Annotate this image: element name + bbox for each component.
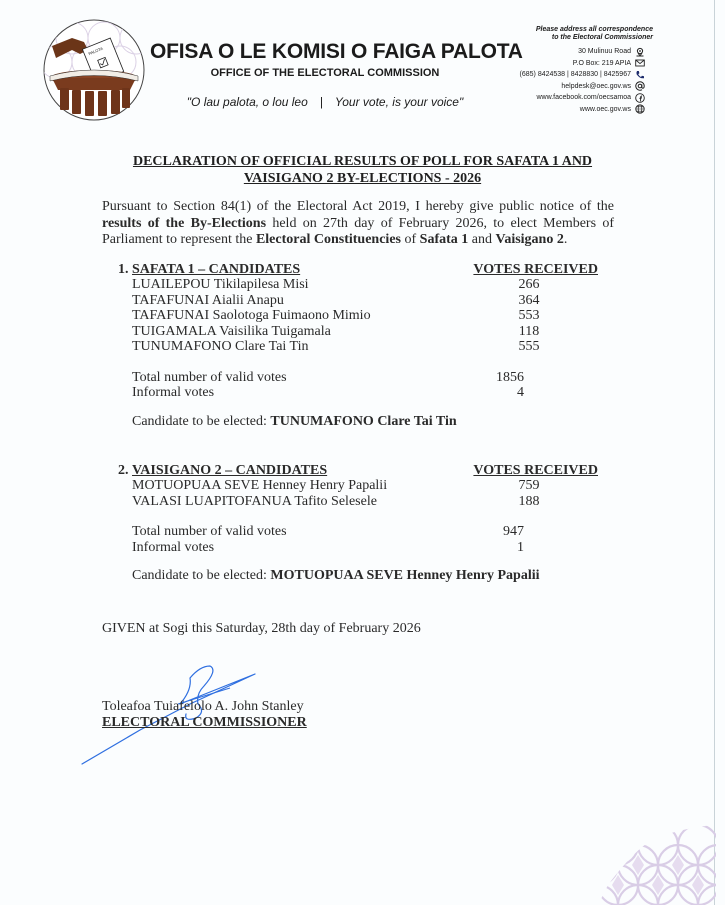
document-heading [80, 153, 645, 187]
total-valid-votes-row [132, 370, 598, 386]
envelope-icon [635, 58, 645, 68]
candidate-name: TUNUMAFONO Clare Tai Tin [132, 339, 309, 354]
elected-name: MOTUOPUAA SEVE Henney Henry Papalii [270, 568, 540, 583]
section-header [118, 262, 598, 277]
elected-name: TUNUMAFONO Clare Tai Tin [270, 413, 457, 429]
candidate-votes: 553 [518, 308, 540, 323]
intro-text: held on 27th day of February 2026, to elect Members of Parliament to represent the [102, 215, 614, 247]
candidate-name: LUAILEPOU Tikilapilesa Misi [132, 277, 309, 292]
total-valid-votes-label: Total number of valid votes [132, 369, 287, 385]
candidate-row [132, 339, 598, 355]
intro-bold-safata: Safata 1 [419, 232, 469, 247]
informal-votes-value: 1 [517, 539, 524, 555]
total-valid-votes-value: 1856 [496, 369, 524, 385]
correspondence-note-line1: Please address all correspondence [535, 26, 653, 33]
votes-received-header: VOTES RECEIVED [473, 262, 598, 277]
signer-role: ELECTORAL COMMISSIONER [102, 715, 307, 730]
intro-text: of [400, 232, 420, 247]
elected-candidate [132, 568, 598, 584]
signer-name: Toleafoa Tuiafelolo A. John Stanley [102, 699, 304, 714]
candidate-row [132, 324, 598, 340]
at-sign-icon [635, 81, 645, 91]
motto-separator: | [319, 95, 323, 109]
intro-text: Pursuant to Section 84(1) of the Electoral Act 2019, I hereby give public notice of the [102, 199, 614, 214]
page-edge-line [714, 0, 715, 905]
informal-votes-row [132, 540, 598, 556]
decorative-pattern [598, 815, 716, 905]
candidate-name: TAFAFUNAI Aialii Anapu [132, 292, 284, 308]
contact-email[interactable] [445, 81, 645, 93]
informal-votes-label: Informal votes [132, 385, 215, 400]
elected-label: Candidate to be elected: [132, 413, 271, 429]
section-title: SAFATA 1 – CANDIDATES [132, 262, 301, 277]
contact-address [445, 46, 645, 58]
contact-block [445, 26, 653, 115]
elected-candidate [132, 414, 598, 430]
candidate-votes: 364 [518, 292, 540, 308]
candidate-row [132, 308, 598, 324]
candidate-row [132, 494, 598, 510]
total-valid-votes-label: Total number of valid votes [132, 524, 287, 539]
intro-bold-results: results of the By-Elections [102, 215, 267, 231]
total-valid-votes-row [132, 524, 598, 540]
section-header [118, 463, 598, 478]
contact-facebook[interactable] [445, 92, 645, 104]
globe-icon [635, 104, 645, 114]
facebook-icon [635, 93, 645, 103]
intro-bold-vaisigano: Vaisigano 2 [495, 232, 564, 247]
po-box-text: P.O Box: 219 APIA [572, 59, 631, 67]
candidate-name: VALASI LUAPITOFANUA Tafito Selesele [132, 493, 377, 509]
correspondence-note-line2: to the Electoral Commissioner [551, 34, 653, 41]
intro-bold-constituencies: Electoral Constituencies [255, 232, 401, 247]
candidate-votes: 555 [518, 339, 540, 354]
candidate-votes: 118 [518, 323, 540, 339]
candidate-name: TAFAFUNAI Saolotoga Fuimaono Mimio [132, 308, 371, 323]
elected-label: Candidate to be elected: [132, 568, 271, 583]
informal-votes-value: 4 [517, 385, 524, 400]
section-number: 2. [118, 463, 129, 478]
total-valid-votes-value: 947 [503, 524, 524, 539]
candidate-votes: 188 [518, 493, 540, 509]
candidate-votes: 266 [518, 277, 540, 292]
electoral-commission-logo [42, 18, 146, 122]
logo-ballot-text: PALOTA [87, 45, 104, 57]
section-title: VAISIGANO 2 – CANDIDATES [132, 463, 328, 478]
location-pin-icon [635, 47, 645, 57]
candidate-name: MOTUOPUAA SEVE Henney Henry Papalii [132, 478, 388, 493]
org-name-samoan: OFISA O LE KOMISI O FAIGA PALOTA [150, 40, 523, 63]
address-text: 30 Mulinuu Road [578, 48, 631, 56]
section-number: 1. [118, 262, 129, 277]
org-name-english: OFFICE OF THE ELECTORAL COMMISSION [210, 67, 440, 79]
candidate-row [132, 478, 598, 494]
given-statement: GIVEN at Sogi this Saturday, 28th day of February 2026 [102, 621, 421, 636]
contact-website[interactable] [445, 104, 645, 116]
candidate-name: TUIGAMALA Vaisilika Tuigamala [132, 323, 331, 339]
results-section-safata-1 [118, 262, 598, 430]
phone-icon [635, 70, 645, 80]
candidate-row [132, 293, 598, 309]
informal-votes-row [132, 385, 598, 401]
intro-paragraph [102, 199, 614, 249]
results-section-vaisigano-2 [118, 463, 598, 584]
website-link[interactable]: www.oec.gov.ws [579, 105, 631, 113]
intro-text: and [468, 232, 496, 247]
candidate-row [132, 277, 598, 293]
heading-line-1: DECLARATION OF OFFICIAL RESULTS OF POLL FOR SAFATA 1 AND [132, 154, 593, 169]
facebook-link[interactable]: www.facebook.com/oecsamoa [536, 94, 631, 102]
informal-votes-label: Informal votes [132, 539, 215, 555]
votes-received-header: VOTES RECEIVED [473, 463, 598, 478]
motto-samoan: "O lau palota, o lou leo [186, 95, 308, 109]
heading-line-2: VAISIGANO 2 BY-ELECTIONS - 2026 [243, 171, 482, 186]
motto-english: Your vote, is your voice" [334, 95, 464, 109]
phone-text: (685) 8424538 | 8428830 | 8425967 [519, 71, 631, 79]
intro-text: . [563, 232, 568, 247]
contact-po-box [445, 58, 645, 70]
signer-block [102, 699, 307, 731]
candidate-votes: 759 [518, 478, 540, 493]
contact-phone [445, 69, 645, 81]
email-link[interactable]: helpdesk@oec.gov.ws [561, 82, 631, 90]
